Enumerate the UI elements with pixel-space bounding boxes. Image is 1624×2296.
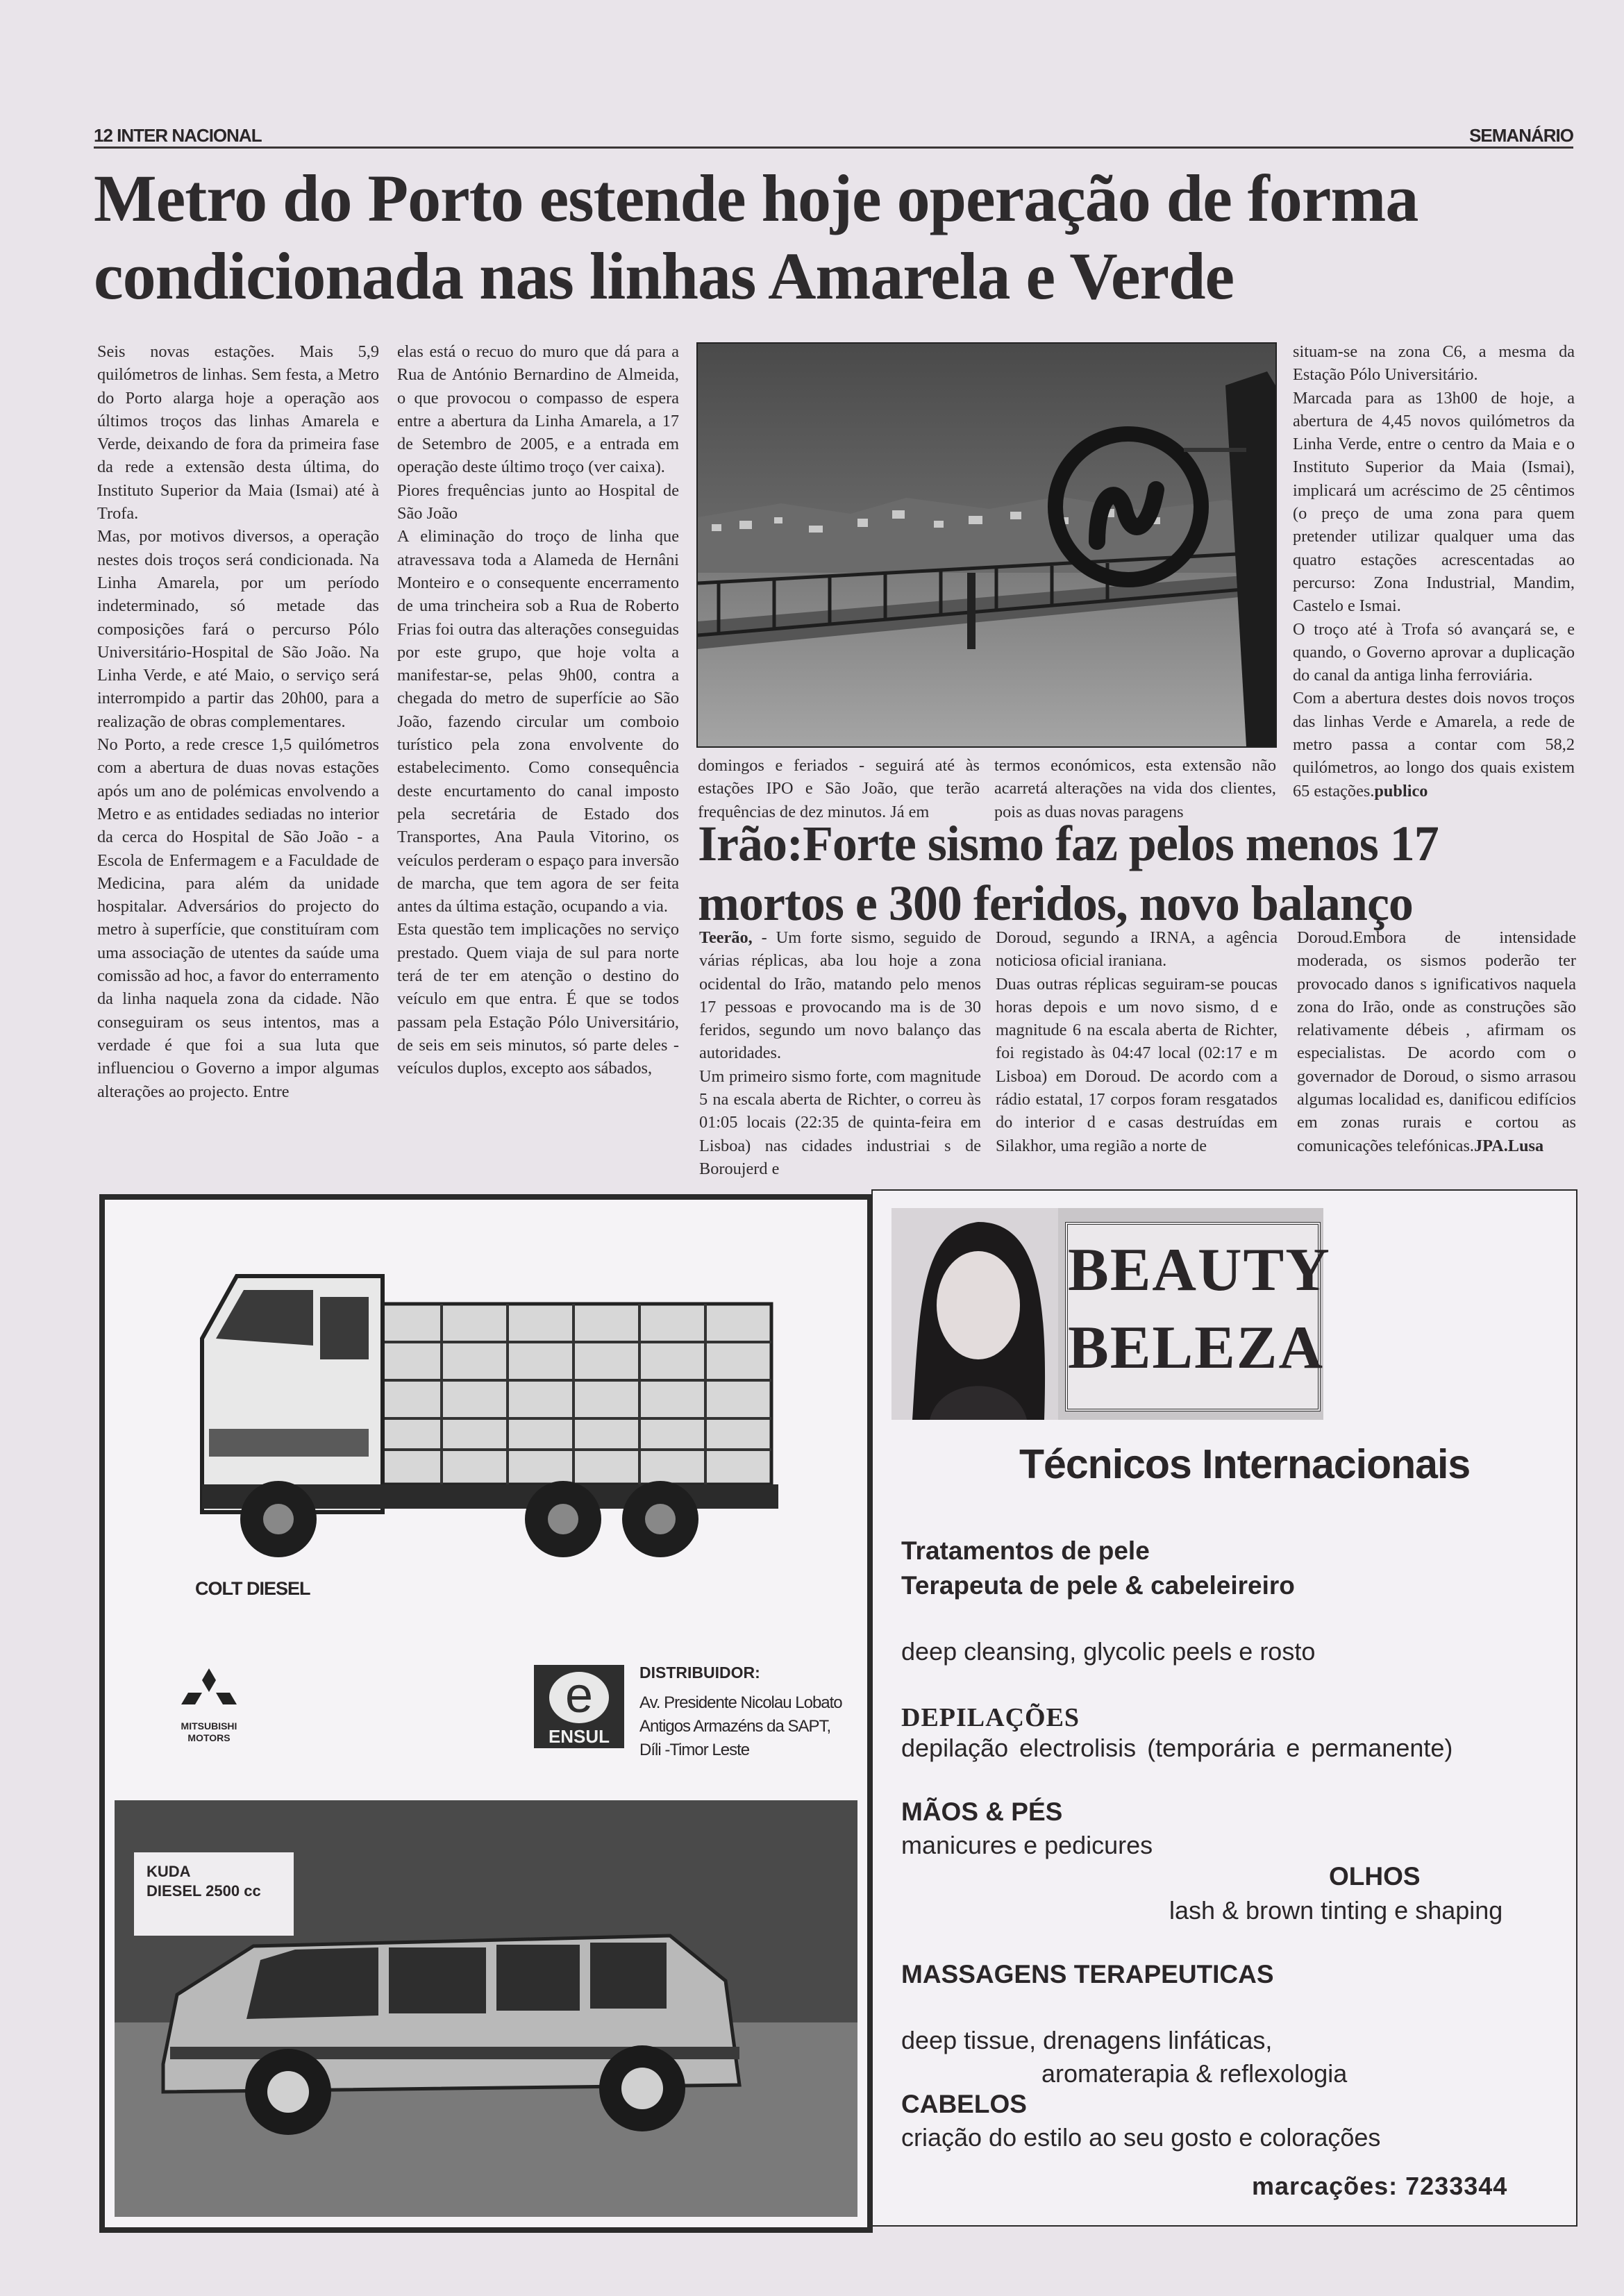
distributor-label: DISTRIBUIDOR:	[639, 1664, 760, 1682]
address-line: Antigos Armazéns da SAPT,	[639, 1717, 831, 1736]
paragraph	[1297, 926, 1576, 1157]
hair-list: criação do estilo ao seu gosto e colorações	[901, 2123, 1381, 2152]
mitsubishi-ad	[99, 1194, 873, 2233]
article2-column-1	[699, 926, 981, 1180]
ensul-logo	[534, 1665, 624, 1748]
paragraph: Marcada para as 13h00 de hoje, a abertura de 4,45 novos quilómetros da Linha Verde, entre o centro da Maia e o Instituto Superior da Maia (Ismai), implicará um acréscimo de 25 cêntimos (o preço de uma zona para quem pretender utilizar qualquer uma das quatro estações acrescentadas ao percurso: Zona Industrial, Mandim, Castelo e Ismai.	[1293, 388, 1575, 616]
beauty-header-image	[891, 1208, 1331, 1420]
article1-column-5	[1293, 340, 1575, 803]
paragraph: Doroud, segundo a IRNA, a agência noticiosa oficial iraniana.	[996, 928, 1278, 971]
paragraph: domingos e feriados - seguirá até às estações IPO e São João, que terão frequências de dez minutos. Já em	[698, 756, 980, 821]
massages-list-line-2: aromaterapia & reflexologia	[1041, 2059, 1348, 2088]
headline-line: condicionada nas linhas Amarela e Verde	[94, 239, 1234, 313]
paragraph	[1293, 687, 1575, 802]
headline-line: Metro do Porto estende hoje operação de forma	[94, 161, 1418, 235]
depilation-heading: DEPILAÇÕES	[901, 1703, 1080, 1732]
kuda-model-name: KUDA	[147, 1863, 191, 1880]
address-line: Av. Presidente Nicolau Lobato	[639, 1693, 842, 1712]
paragraph	[699, 926, 981, 1065]
headline-line: mortos e 300 feridos, novo balanço	[698, 875, 1413, 931]
headline-line: Irão:Forte sismo faz pelos menos 17	[698, 816, 1439, 871]
paragraph-text: - Um forte sismo, seguido de várias réplicas, aba lou hoje a zona ocidental do Irão, matando pelo menos 17 pessoas e provocando ma is de 30 feridos, segundo um novo balanço das autoridades.	[699, 928, 981, 1063]
article1-column-2	[397, 340, 679, 1173]
article1-column-3	[698, 754, 980, 823]
mitsubishi-logo-icon	[181, 1668, 237, 1717]
dateline: Teerão,	[699, 928, 753, 947]
massages-list-line-1: deep tissue, drenagens linfáticas,	[901, 2026, 1273, 2054]
hands-feet-heading: MÃOS & PÉS	[901, 1798, 1063, 1826]
depilation-list: depilação electrolisis (temporária e permanente)	[901, 1734, 1453, 1762]
beauty-logo	[1065, 1222, 1331, 1411]
article2-headline	[698, 814, 1580, 933]
skin-therapist-heading: Terapeuta de pele & cabeleireiro	[901, 1571, 1295, 1600]
paragraph: Um primeiro sismo forte, com magnitude 5 na escala aberta de Richter, o correu às 01:05 locais (22:35 de quinta-feira em Lisboa) nas cidades industriai s de Boroujerd e	[699, 1066, 981, 1178]
paragraph: Esta questão tem implicações no serviço prestado. Quem viaja de sul para norte terá de ter em atenção o destino do veículo em que entra. É que se todos passam pela Estação Pólo Universitário, de seis em seis minutos, só parte deles - veículos duplos, excepto aos sábados,	[397, 920, 679, 1078]
mitsubishi-brand-text: MITSUBISHI MOTORS	[181, 1720, 237, 1743]
skin-treatments-heading: Tratamentos de pele	[901, 1536, 1150, 1565]
kuda-label-box	[134, 1852, 294, 1936]
distributor-address	[639, 1691, 842, 1762]
skin-treatments-list: deep cleansing, glycolic peels e rosto	[901, 1637, 1316, 1666]
article1-headline	[94, 160, 1580, 315]
beauty-logo-text: BEAUTY	[1068, 1237, 1331, 1304]
eyes-heading: OLHOS	[1329, 1862, 1421, 1891]
publication-name: SEMANÁRIO	[1469, 125, 1573, 146]
paragraph: A eliminação do troço de linha que atravessava toda a Alameda de Hernâni Monteiro e o consequente encerramento de uma trincheira sob a Rua de Roberto Frias foi outra das alterações conseguidas por este grupo, que hoje volta a manifestar-se, pelas 9h00, contra a chegada do metro de superfície ao São João, fazendo circular um comboio turístico pela zona envolvente do estabelecimento. Como consequência deste encurtamento do canal imposto pela secretária de Estado dos Transportes, Ana Paula Vitorino, os veículos perderam o espaço para inversão de marcha, que tem agora de ser feita antes da última estação, ocupando a via.	[397, 527, 679, 916]
kuda-photo	[115, 1800, 857, 2217]
kuda-engine: DIESEL 2500 cc	[147, 1882, 261, 1900]
article2-column-2	[996, 926, 1278, 1157]
subheading: Piores frequências junto ao Hospital de São João	[397, 480, 679, 523]
paragraph: Mas, por motivos diversos, a operação nestes dois troços será condicionada. Na Linha Amarela, por um período indeterminado, só metade das composições fará o percurso Pólo Universitário-Hospital de São João. Na Linha Verde, e até Maio, o serviço será interrompido a partir das 20h00, para a realização de obras complementares.	[97, 527, 379, 731]
paragraph-text: Com a abertura destes dois novos troços das linhas Verde e Amarela, a rede de metro passa a contar com 58,2 quilómetros, ao longo dos quais existem 65 estações.	[1293, 689, 1575, 801]
paragraph: Seis novas estações. Mais 5,9 quilómetros de linhas. Sem festa, a Metro do Porto alarga hoje a operação aos últimos troços das linhas Amarela e Verde, deixando de fora da primeira fase da rede a extensão desta última, do Instituto Superior da Maia (Ismai) até à Trofa.	[97, 342, 379, 523]
beauty-title: Técnicos Internacionais	[1019, 1441, 1471, 1487]
paragraph: No Porto, a rede cresce 1,5 quilómetros com a abertura de duas novas estações após um ano de polémicas envolvendo a Metro e as entidades sediadas no interior da cerca do Hospital de São João - a Escola de Enfermagem e a Faculdade de Medicina, para além da unidade hospitalar. Adversários do projecto do metro à superfície, que constituíram com uma associação de utentes da saúde uma comissão ad hoc, a favor do enterramento da linha naquela zona da cidade. Não conseguiram os seus intentos, mas a verdade é que foi a sua luta que influenciou o Governo a impor algumas alterações ao projecto. Entre	[97, 735, 379, 1101]
paragraph: situam-se na zona C6, a mesma da Estação Pólo Universitário.	[1293, 342, 1575, 385]
colt-diesel-truck-image	[174, 1221, 799, 1568]
colt-diesel-label: COLT DIESEL	[195, 1578, 310, 1599]
paragraph: Duas outras réplicas seguiram-se poucas horas depois e um novo sismo, d e magnitude 6 na escala aberta de Richter, foi registado às 04:47 local (02:17 e m Lisboa) em Doroud. De acordo com a rádio estatal, 17 corpos foram resgatados do interior d e casas destruídas em Silakhor, uma região a norte de	[996, 974, 1278, 1155]
article1-column-4	[994, 754, 1276, 823]
section-label: 12 INTER NACIONAL	[94, 125, 262, 146]
appointments-contact: marcações: 7233344	[1252, 2172, 1508, 2200]
paragraph-text: Doroud.Embora de intensidade moderada, os sismos poderão ter provocado danos s ignificativos naquela zona do Irão, onde as construções são relativamente débeis , afirmam os especialistas. De acordo com o governador de Doroud, o sismo arrasou algumas localidad es, danificou edifícios em zonas rurais e cortou as comunicações telefónicas.	[1297, 928, 1576, 1155]
header-rule	[94, 146, 1573, 149]
ensul-logo-text: ENSUL	[548, 1726, 610, 1747]
paragraph: elas está o recuo do muro que dá para a Rua de António Bernardino de Almeida, o que provocou o compasso de espera entre a abertura da Linha Amarela, a 17 de Setembro de 2005, e a entrada em operação deste último troço (ver caixa).	[397, 342, 679, 477]
beleza-logo-text: BELEZA	[1068, 1314, 1325, 1382]
eyes-list: lash & brown tinting e shaping	[1169, 1896, 1503, 1925]
paragraph: O troço até à Trofa só avançará se, e quando, o Governo aprovar a duplicação do canal da antiga linha ferroviária.	[1293, 619, 1575, 685]
article2-column-3	[1297, 926, 1576, 1157]
paragraph: termos económicos, esta extensão não acarretá alterações na vida dos clientes, pois as duas novas paragens	[994, 756, 1276, 821]
author-signature: publico	[1374, 781, 1428, 801]
massages-heading: MASSAGENS TERAPEUTICAS	[901, 1960, 1274, 1988]
hands-feet-list: manicures e pedicures	[901, 1831, 1153, 1859]
metro-photo	[696, 342, 1277, 748]
hair-heading: CABELOS	[901, 2090, 1027, 2118]
author-signature: JPA.Lusa	[1474, 1136, 1544, 1155]
ensul-e-icon: e	[549, 1672, 609, 1723]
metro-station-image	[698, 344, 1275, 746]
address-line: Díli -Timor Leste	[639, 1741, 750, 1759]
article1-column-1	[97, 340, 379, 1173]
woman-portrait-image	[891, 1208, 1058, 1420]
